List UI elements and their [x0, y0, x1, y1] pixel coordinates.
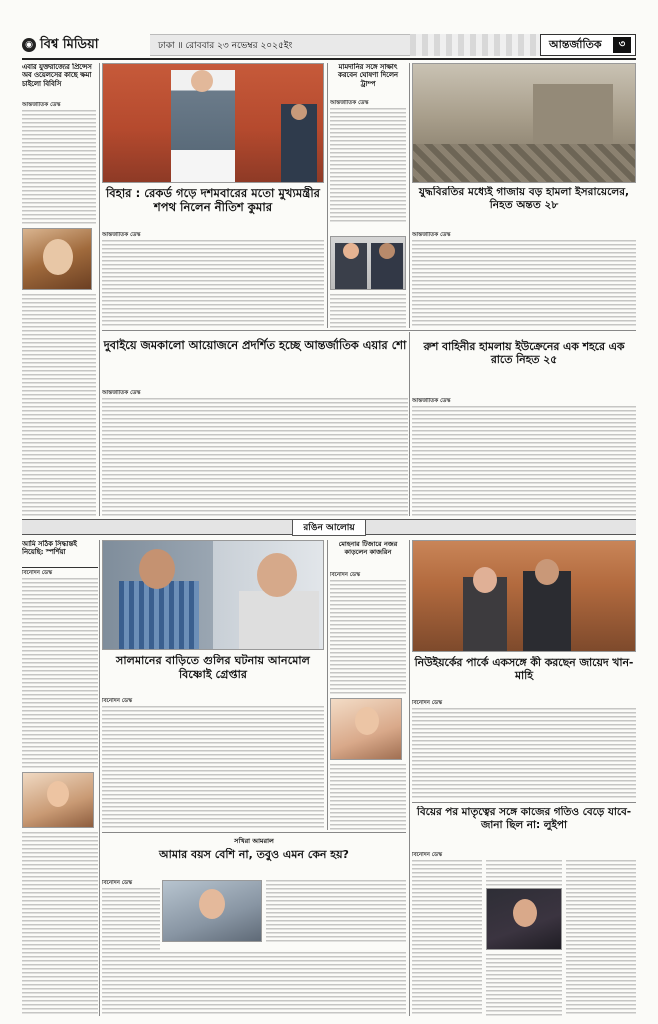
masthead-ornament: [410, 34, 540, 56]
nitish-photo: [102, 63, 324, 183]
column-divider: [327, 540, 328, 830]
masthead: [22, 34, 636, 56]
story-salman-body: [102, 698, 324, 830]
princess-photo: [22, 228, 92, 290]
sparsha-photo: [22, 772, 94, 828]
story-salman-byline: বিনোদন ডেস্ক: [102, 698, 133, 704]
article-text: [102, 398, 408, 516]
story-zayed-headline-box: [412, 656, 636, 696]
story-gaza-body: [412, 232, 636, 328]
article-text: [330, 580, 406, 696]
story-luipa-headline: বিয়ের পর মাতৃত্বের সঙ্গে কাজের গতিও বেড়ে যাবে- জানা ছিল না: লুইপা: [416, 806, 632, 831]
story-kajol-byline: বিনোদন ডেস্ক: [330, 572, 361, 578]
column-divider: [327, 63, 328, 328]
globe-icon: ◉: [22, 38, 36, 52]
column-divider: [409, 540, 410, 1016]
story-prince-headline: এবার যুক্তরাজ্যের প্রিন্সেস অব ওয়েলসের কাছে ক্ষমা চাইলো বিবিসি: [22, 63, 92, 88]
paper-brand: [22, 34, 150, 56]
story-zayed-body: [412, 700, 636, 800]
story-nitish-headline-box: [102, 186, 324, 228]
article-text: [266, 880, 406, 942]
row-divider: [102, 832, 406, 833]
story-dubai-body: [102, 390, 408, 516]
article-text: [102, 888, 160, 950]
story-dubai-headline-box: [102, 334, 408, 386]
date-line: ঢাকা ॥ রোববার ২৩ নভেম্বর ২০২৫ইং: [150, 34, 410, 56]
column-divider: [99, 63, 100, 516]
article-text: [102, 706, 324, 830]
story-ukraine-headline-box: [412, 334, 636, 394]
entertainment-section-title: রঙিন আলোয়: [292, 519, 365, 536]
article-text: [22, 294, 96, 516]
story-sparsha-body: [22, 570, 98, 770]
story-trump-headline: মামদানির সঙ্গে সাক্ষাৎ করবেন ঘোষণা দিলেন ট্রাম্প: [338, 63, 398, 88]
article-text: [486, 860, 562, 886]
article-text: [412, 240, 636, 328]
story-kajol-body: [330, 572, 406, 696]
story-dubai-headline: দুবাইয়ে জমকালো আয়োজনে প্রদর্শিত হচ্ছে আন্তর্জাতিক এয়ার শো: [103, 338, 407, 352]
story-luipa-body: [412, 852, 636, 1016]
article-text: [330, 764, 406, 830]
story-sparsha-byline: বিনোদন ডেস্ক: [22, 570, 53, 576]
story-salman-headline-box: [102, 654, 324, 694]
story-kajol-headline-box: [330, 540, 406, 570]
luipa-photo: [486, 888, 562, 950]
page-number: ৩: [613, 37, 631, 53]
story-age-kicker-box: [102, 836, 406, 846]
story-prince-byline: আন্তর্জাতিক ডেস্ক: [22, 102, 61, 108]
article-text: [22, 110, 96, 226]
story-nitish-headline: বিহার : রেকর্ড গড়ে দশমবারের মতো মুখ্যমন্ত্রীর শপথ নিলেন নীতিশ কুমার: [105, 186, 321, 215]
story-ukraine-body: [412, 398, 636, 516]
column-divider: [99, 540, 100, 1016]
zayed-mahi-photo: [412, 540, 636, 652]
row-divider: [412, 802, 636, 803]
story-ukraine-headline: রুশ বাহিনীর হামলায় ইউক্রেনের এক শহরে এক রাতে নিহত ২৫: [423, 340, 625, 367]
article-text: [412, 860, 482, 1016]
story-nitish-body: [102, 232, 324, 328]
section-label: [540, 34, 636, 56]
row-divider: [102, 330, 636, 331]
article-text: [22, 578, 98, 770]
story-dubai-byline: আন্তর্জাতিক ডেস্ক: [102, 390, 141, 396]
entertainment-section-band: [22, 519, 636, 535]
paper-name: বিশ্ব মিডিয়া: [40, 36, 99, 52]
story-age-headline-box: [102, 848, 406, 878]
article-text: [412, 708, 636, 800]
story-sparsha-headline-box: [22, 540, 98, 568]
column-divider: [409, 63, 410, 328]
story-ukraine-byline: আন্তর্জাতিক ডেস্ক: [412, 398, 451, 404]
story-kajol-headline: মোহনার টিজারে নজর কাড়লেন কাজরিন: [338, 540, 398, 557]
article-text: [22, 832, 98, 1016]
story-age-kicker: সখিরা আমরাল: [234, 837, 274, 845]
anmol-salman-photo: [102, 540, 324, 650]
story-age-byline: বিনোদন ডেস্ক: [102, 880, 133, 886]
article-text: [102, 240, 324, 328]
article-text: [412, 406, 636, 516]
story-sparsha-headline: আমি সঠিক সিদ্ধান্তই নিয়েছি: স্পর্শিয়া: [22, 540, 77, 557]
article-text: [486, 954, 562, 1016]
story-age-body: [102, 880, 160, 950]
column-divider: [409, 332, 410, 516]
story-gaza-byline: আন্তর্জাতিক ডেস্ক: [412, 232, 451, 238]
masthead-rule: [22, 58, 636, 60]
kajrin-photo: [330, 698, 402, 760]
article-text: [330, 294, 406, 328]
story-trump-byline: আন্তর্জাতিক ডেস্ক: [330, 100, 369, 106]
article-text: [102, 952, 406, 1016]
age-story-photo: [162, 880, 262, 942]
story-zayed-headline: নিউইয়র্কের পার্কে একসঙ্গে কী করছেন জায়েদ খান-মাহি: [414, 656, 634, 683]
story-nitish-byline: আন্তর্জাতিক ডেস্ক: [102, 232, 141, 238]
story-trump-body: [330, 100, 406, 224]
trump-mamdani-photo: [330, 236, 406, 290]
section-title: আন্তর্জাতিক: [549, 37, 602, 51]
article-text: [330, 108, 406, 224]
story-luipa-byline: বিনোদন ডেস্ক: [412, 852, 443, 858]
story-prince-headline-box: [22, 63, 96, 101]
story-prince-body: [22, 102, 96, 226]
story-zayed-byline: বিনোদন ডেস্ক: [412, 700, 443, 706]
gaza-rubble-photo: [412, 63, 636, 183]
story-age-headline: আমার বয়স বেশি না, তবুও এমন কেন হয়?: [159, 848, 349, 861]
story-gaza-headline: যুদ্ধবিরতির মধ্যেই গাজায় বড় হামলা ইসরায়েলের, নিহত অন্তত ২৮: [418, 186, 630, 212]
story-gaza-headline-box: [412, 186, 636, 226]
article-text: [566, 860, 636, 1016]
story-trump-headline-box: [330, 63, 406, 99]
story-luipa-headline-box: [412, 806, 636, 848]
story-salman-headline: সালমানের বাড়িতে গুলির ঘটনায় আনমোল বিষ্ণোই গ্রেপ্তার: [115, 654, 311, 681]
